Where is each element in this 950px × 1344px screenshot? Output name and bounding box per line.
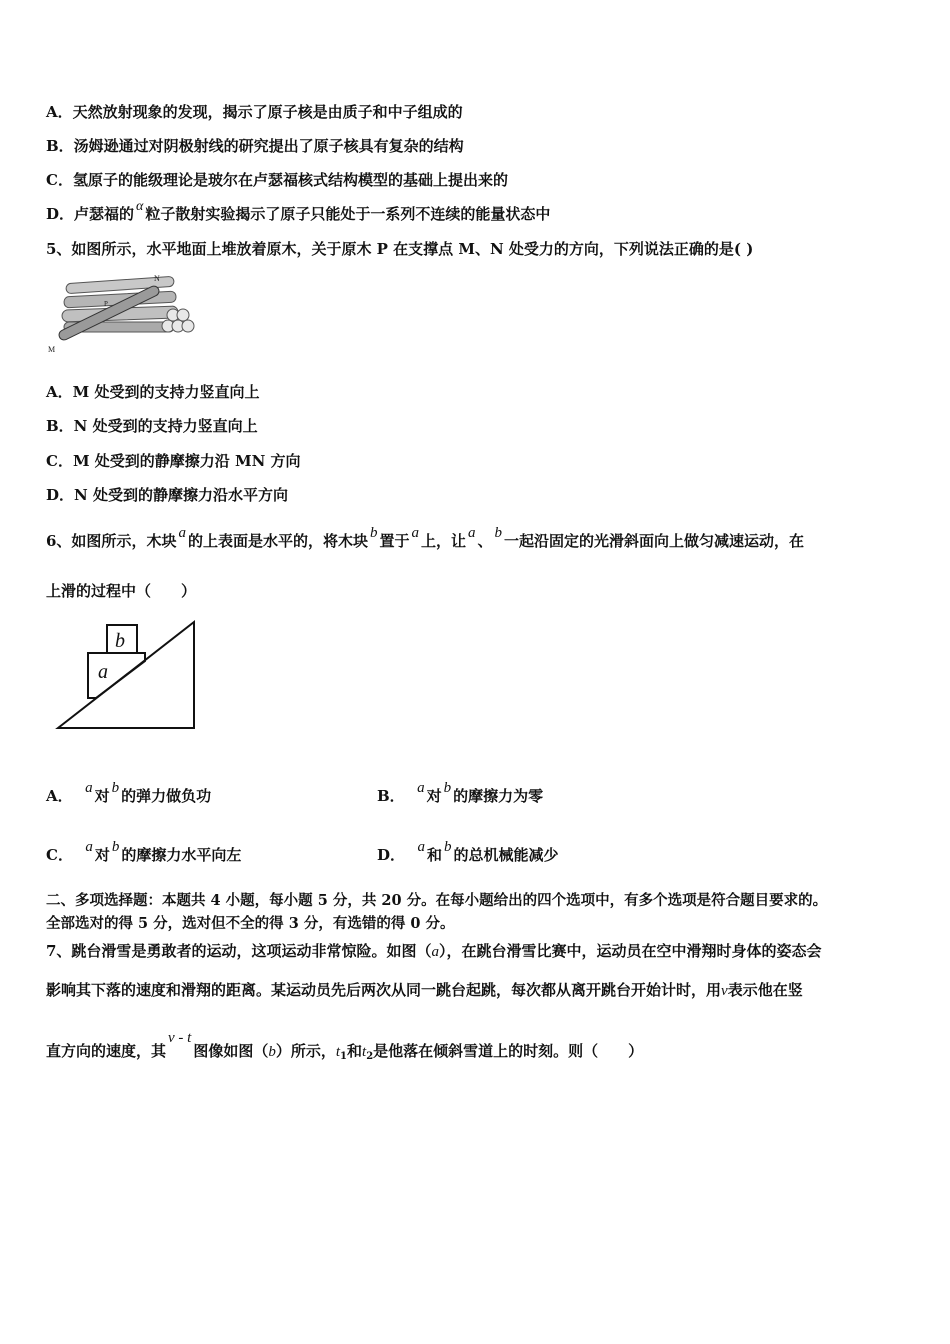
option-text: 的摩擦力水平向左 [121, 846, 242, 864]
var-a: a [417, 839, 425, 855]
q5-option-a: A．M 处受到的支持力竖直向上 [46, 383, 260, 401]
var-t2: t [362, 1044, 367, 1060]
var-a: a [178, 525, 186, 541]
fig-a-label: a [431, 944, 439, 960]
var-b: b [369, 525, 378, 541]
var-b: b [494, 525, 503, 541]
label-m: M [48, 345, 56, 354]
alpha-symbol: α [136, 199, 144, 214]
option-letter: D． [377, 846, 406, 864]
q4-option-b: B．汤姆逊通过对阴极射线的研究提出了原子核具有复杂的结构 [46, 137, 464, 155]
q6-stem-text: 置于 [379, 532, 410, 550]
option-text: 对 [426, 787, 442, 805]
q7-text: 直方向的速度，其 [46, 1042, 167, 1060]
var-a: a [85, 839, 93, 855]
label-p: P [104, 300, 108, 308]
label-b: b [115, 630, 125, 652]
q7-text: 图像如图（ [193, 1042, 269, 1060]
option-letter: A． [46, 787, 73, 805]
q6-stem-text: 的上表面是水平的，将木块 [187, 532, 368, 550]
q6-stem-text: 6、如图所示，木块 [46, 532, 177, 550]
q7-text: 表示他在竖 [727, 981, 803, 999]
var-t1: t [335, 1044, 341, 1060]
q7-text: 是他落在倾斜雪道上的时刻。则（ ） [373, 1042, 644, 1060]
q6-stem [46, 525, 805, 552]
q6-option-a [46, 780, 212, 807]
q7-text: ），在跳台滑雪比赛中，运动员在空中滑翔时身体的姿态会 [438, 942, 822, 960]
q7-line1 [46, 941, 821, 962]
q5-log-figure [46, 272, 196, 356]
q6-option-d [377, 839, 559, 866]
section2-heading-line2: 全部选对的得 5 分，选对但不全的得 3 分，有选错的得 0 分。 [46, 915, 455, 932]
var-b: b [111, 839, 120, 855]
label-a: a [98, 661, 108, 683]
q7-text: 7、跳台滑雪是勇敢者的运动，这项运动非常惊险。如图（ [46, 942, 432, 960]
option-letter: B． [377, 787, 405, 805]
q4-option-d-suffix: 粒子散射实验揭示了原子只能处于一系列不连续的能量状态中 [145, 205, 551, 223]
option-text: 的摩擦力为零 [453, 787, 544, 805]
q5-stem: 5、如图所示，水平地面上堆放着原木，关于原木 P 在支撑点 M、N 处受力的方向，下列说法正确的是( ) [46, 240, 754, 258]
subscript-2: 2 [366, 1051, 374, 1062]
q6-option-b [377, 780, 544, 807]
q7-line3 [46, 1030, 644, 1064]
q6-stem-text: 一起沿固定的光滑斜面向上做匀减速运动，在 [504, 532, 805, 550]
var-v: v [721, 983, 728, 999]
q7-text: ）所示， [275, 1042, 336, 1060]
q7-text: 和 [347, 1042, 363, 1060]
option-text: 对 [94, 846, 110, 864]
q6-stem-line2: 上滑的过程中（ ） [46, 582, 197, 600]
var-a: a [417, 780, 425, 796]
q4-option-c: C．氢原子的能级理论是玻尔在卢瑟福核式结构模型的基础上提出来的 [46, 171, 508, 189]
var-b: b [111, 780, 120, 796]
fig-b-label: b [268, 1044, 276, 1060]
var-b: b [443, 839, 452, 855]
q6-option-c [46, 839, 242, 866]
option-text: 的弹力做负功 [121, 787, 212, 805]
q5-option-b: B．N 处受到的支持力竖直向上 [46, 417, 258, 435]
q5-option-c: C．M 处受到的静摩擦力沿 MN 方向 [46, 452, 301, 470]
option-letter: C． [46, 846, 73, 864]
v-t-symbol: v - t [168, 1030, 192, 1046]
option-text: 的总机械能减少 [453, 846, 559, 864]
label-n: N [154, 274, 160, 283]
option-text: 和 [426, 846, 442, 864]
q5-option-d: D．N 处受到的静摩擦力沿水平方向 [46, 486, 288, 504]
q4-option-d [46, 199, 551, 226]
subscript-1: 1 [340, 1051, 348, 1062]
q6-stem-text: 、 [477, 532, 493, 550]
option-text: 对 [94, 787, 110, 805]
var-a: a [85, 780, 93, 796]
q7-line2 [46, 980, 803, 1001]
var-a: a [411, 525, 419, 541]
q6-stem-text: 上，让 [420, 532, 466, 550]
section2-heading-line1: 二、多项选择题：本题共 4 小题，每小题 5 分，共 20 分。在每小题给出的四个选项中，有多个选项是符合题目要求的。 [46, 892, 828, 909]
q7-text: 影响其下落的速度和滑翔的距离。某运动员先后两次从同一跳台起跳，每次都从离开跳台开始计时，用 [46, 981, 722, 999]
var-a: a [468, 525, 476, 541]
q4-option-a: A．天然放射现象的发现，揭示了原子核是由质子和中子组成的 [46, 103, 463, 121]
q4-option-d-prefix: D．卢瑟福的 [46, 205, 135, 223]
q6-incline-figure [54, 618, 199, 732]
block-a [88, 653, 145, 698]
var-b: b [443, 780, 452, 796]
